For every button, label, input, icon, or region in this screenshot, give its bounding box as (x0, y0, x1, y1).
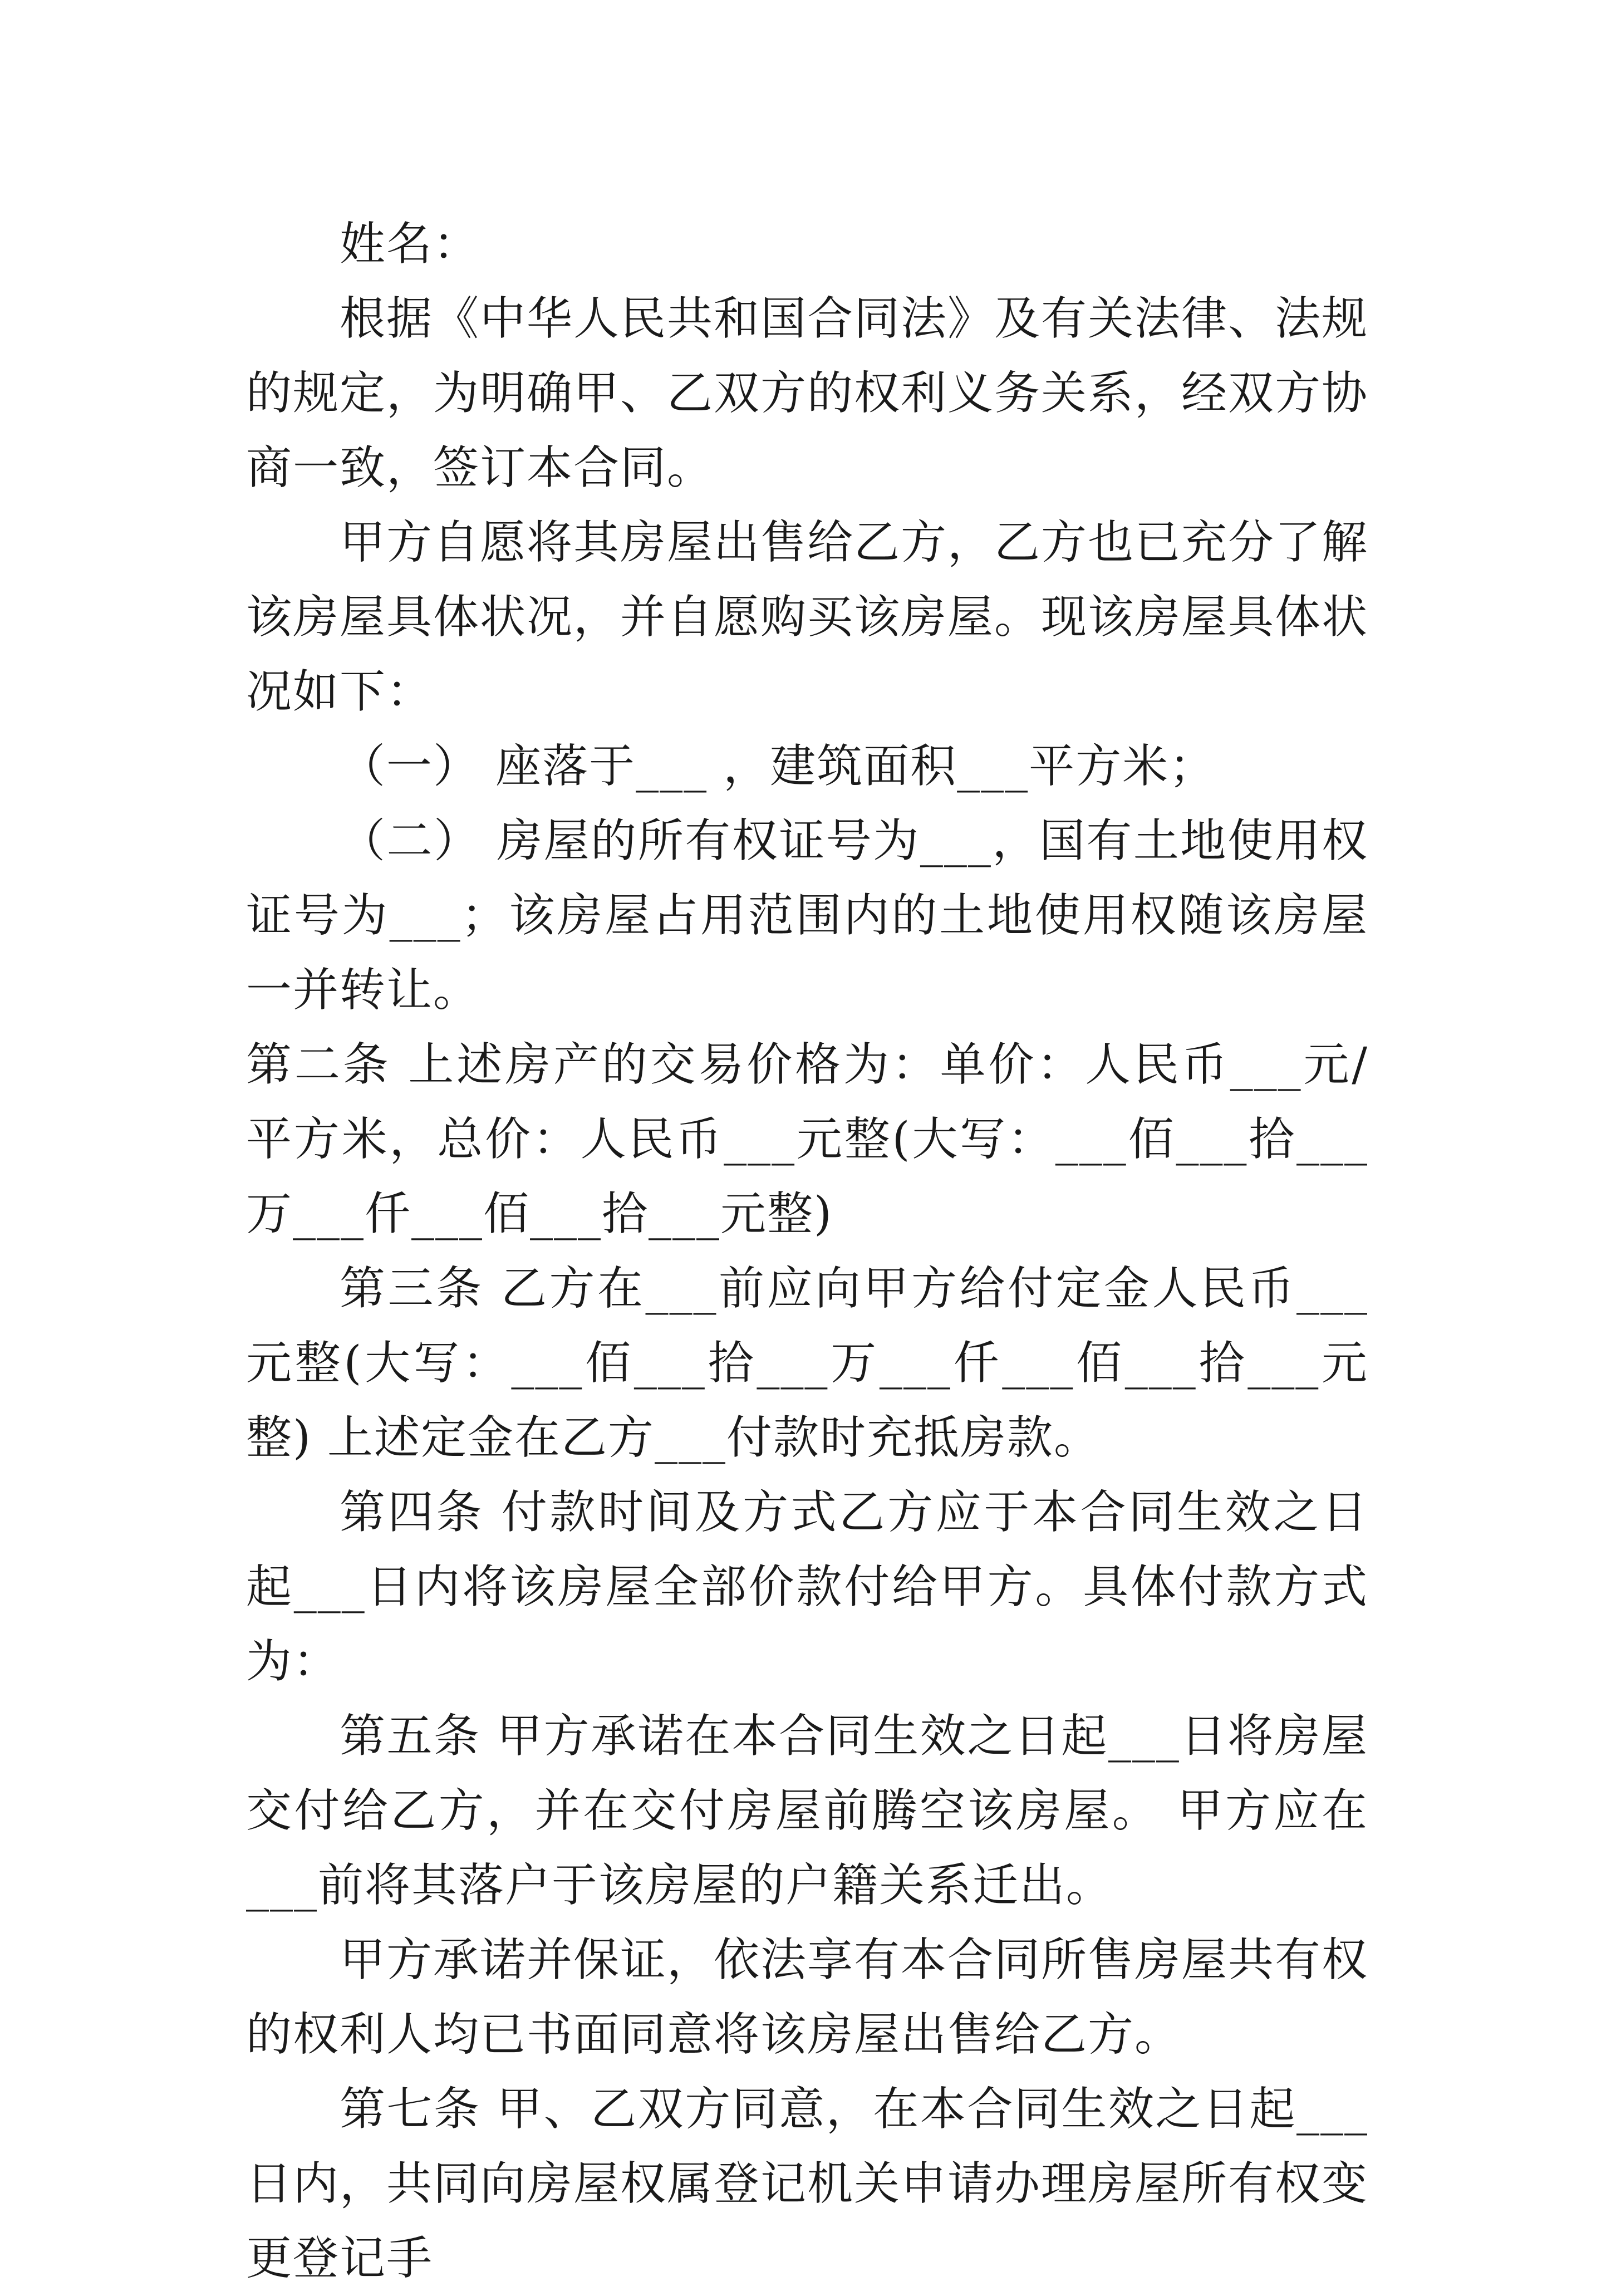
name-field-line: 姓名： (340, 218, 480, 271)
document-body (246, 207, 1368, 2296)
property-location-clause: （一） 座落于___ ，建筑面积___平方米； (340, 740, 1216, 793)
property-certificate-clause: （二） 房屋的所有权证号为___，国有土地使用权证号为___；该房屋占用范围内的土地使用权随该房屋一并转让。 (246, 815, 1368, 1017)
sale-intent-paragraph: 甲方自愿将其房屋出售给乙方，乙方也已充分了解该房屋具体状况，并自愿购买该房屋。现该房屋具体状况如下： (246, 516, 1369, 718)
article-5-delivery: 第五条 甲方承诺在本合同生效之日起___日将房屋交付给乙方，并在交付房屋前腾空该房屋。 甲方应在___前将其落户于该房屋的户籍关系迁出。 (246, 1710, 1368, 1912)
article-4-payment: 第四条 付款时间及方式乙方应于本合同生效之日起___日内将该房屋全部价款付给甲方。具体付款方式为： (246, 1486, 1368, 1688)
preamble-paragraph: 根据《中华人民共和国合同法》及有关法律、法规的规定，为明确甲、乙双方的权利义务关系，经双方协商一致，签订本合同。 (246, 292, 1369, 494)
article-3-deposit: 第三条 乙方在___前应向甲方给付定金人民币___元整(大写：___佰___拾___万___仟___佰___拾___元整) 上述定金在乙方___付款时充抵房款。 (246, 1262, 1368, 1464)
co-owner-consent-paragraph: 甲方承诺并保证，依法享有本合同所售房屋共有权的权利人均已书面同意将该房屋出售给乙方。 (246, 1934, 1369, 2061)
article-2-price: 第二条 上述房产的交易价格为：单价：人民币___元/平方米，总价：人民币___元整(大写：___佰___拾___万___仟___佰___拾___元整) (246, 1038, 1368, 1240)
article-7-registration: 第七条 甲、乙双方同意，在本合同生效之日起___日内，共同向房屋权属登记机关申请办理房屋所有权变更登记手 (246, 2083, 1369, 2285)
